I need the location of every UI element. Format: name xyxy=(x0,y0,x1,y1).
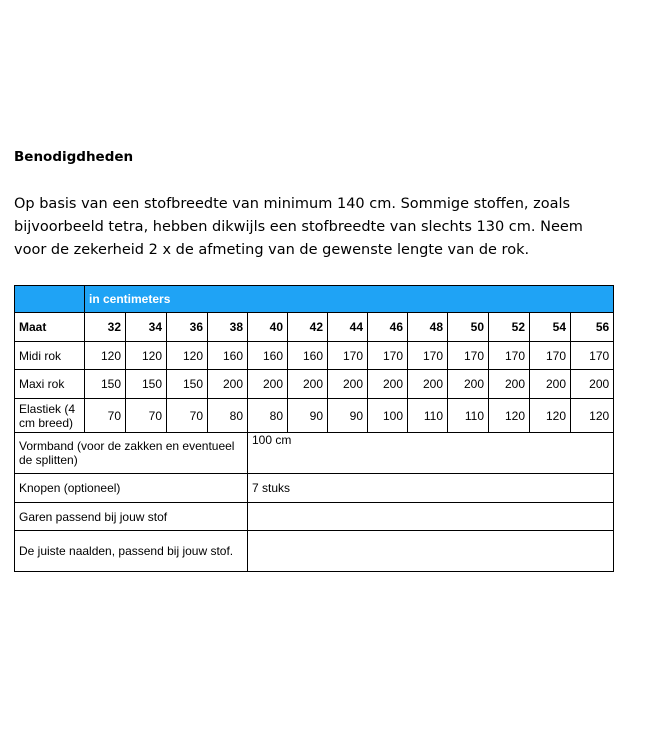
table-cell xyxy=(248,503,614,531)
size-header: 46 xyxy=(368,313,408,342)
intro-line: Op basis van een stofbreedte van minimum 140 cm. Sommige stoffen, zoals xyxy=(14,196,571,212)
table-cell: 160 xyxy=(248,342,288,370)
intro-line: voor de zekerheid 2 x de afmeting van de gewenste lengte van de rok. xyxy=(14,242,530,258)
table-cell: 200 xyxy=(489,370,530,399)
table-cell: 150 xyxy=(85,370,126,399)
size-header: 54 xyxy=(530,313,571,342)
table-cell: 170 xyxy=(368,342,408,370)
size-header: 52 xyxy=(489,313,530,342)
row-label: Vormband (voor de zakken en eventueel de splitten) xyxy=(15,433,248,474)
table-cell: 170 xyxy=(571,342,614,370)
size-header: 56 xyxy=(571,313,614,342)
table-cell: 7 stuks xyxy=(248,474,614,503)
table-cell: 120 xyxy=(571,399,614,433)
table-cell: 120 xyxy=(126,342,167,370)
table-cell: 70 xyxy=(126,399,167,433)
table-cell: 70 xyxy=(167,399,208,433)
table-cell: 110 xyxy=(448,399,489,433)
table-cell: 170 xyxy=(328,342,368,370)
size-header: 32 xyxy=(85,313,126,342)
size-header: 42 xyxy=(288,313,328,342)
table-row xyxy=(15,433,614,474)
table-cell: 120 xyxy=(530,399,571,433)
table-cell: 200 xyxy=(448,370,489,399)
table-cell: 170 xyxy=(530,342,571,370)
table-row xyxy=(15,531,614,572)
table-cell: 170 xyxy=(408,342,448,370)
intro-line: bijvoorbeeld tetra, hebben dikwijls een stofbreedte van slechts 130 cm. Neem xyxy=(14,219,583,235)
row-label: Maxi rok xyxy=(15,370,85,399)
table-cell: 200 xyxy=(328,370,368,399)
table-row xyxy=(15,503,614,531)
table-cell: 120 xyxy=(489,399,530,433)
table-cell: 160 xyxy=(288,342,328,370)
table-row xyxy=(15,399,614,433)
table-cell xyxy=(248,531,614,572)
unit-label: in centimeters xyxy=(85,286,614,313)
table-cell: 150 xyxy=(126,370,167,399)
table-cell: 120 xyxy=(167,342,208,370)
table-row xyxy=(15,370,614,399)
table-cell: 200 xyxy=(530,370,571,399)
table-cell: 200 xyxy=(571,370,614,399)
row-label: Midi rok xyxy=(15,342,85,370)
table-cell: 150 xyxy=(167,370,208,399)
table-row xyxy=(15,342,614,370)
section-heading: Benodigdheden xyxy=(14,149,134,165)
size-header: 50 xyxy=(448,313,489,342)
band-empty-cell xyxy=(15,286,85,313)
table-cell: 120 xyxy=(85,342,126,370)
table-cell: 80 xyxy=(208,399,248,433)
size-header-row xyxy=(15,313,614,342)
size-header: 34 xyxy=(126,313,167,342)
size-header: 40 xyxy=(248,313,288,342)
row-label: Knopen (optioneel) xyxy=(15,474,248,503)
table-cell: 90 xyxy=(288,399,328,433)
table-cell: 90 xyxy=(328,399,368,433)
table-cell: 200 xyxy=(408,370,448,399)
table-cell: 110 xyxy=(408,399,448,433)
size-header: 36 xyxy=(167,313,208,342)
table-cell: 200 xyxy=(288,370,328,399)
table-cell: 170 xyxy=(448,342,489,370)
table-cell: 100 cm xyxy=(248,433,614,474)
table-cell: 70 xyxy=(85,399,126,433)
size-header: 38 xyxy=(208,313,248,342)
table-cell: 200 xyxy=(208,370,248,399)
size-header: 44 xyxy=(328,313,368,342)
table-cell: 200 xyxy=(368,370,408,399)
row-label: Elastiek (4 cm breed) xyxy=(15,399,85,433)
table-cell: 170 xyxy=(489,342,530,370)
size-table xyxy=(14,285,614,572)
row-label: De juiste naalden, passend bij jouw stof. xyxy=(15,531,248,572)
table-cell: 100 xyxy=(368,399,408,433)
table-cell: 160 xyxy=(208,342,248,370)
size-header-label: Maat xyxy=(15,313,85,342)
row-label: Garen passend bij jouw stof xyxy=(15,503,248,531)
intro-paragraph xyxy=(14,193,624,262)
table-row xyxy=(15,474,614,503)
table-band-row xyxy=(15,286,614,313)
table-cell: 200 xyxy=(248,370,288,399)
table-cell: 80 xyxy=(248,399,288,433)
size-header: 48 xyxy=(408,313,448,342)
